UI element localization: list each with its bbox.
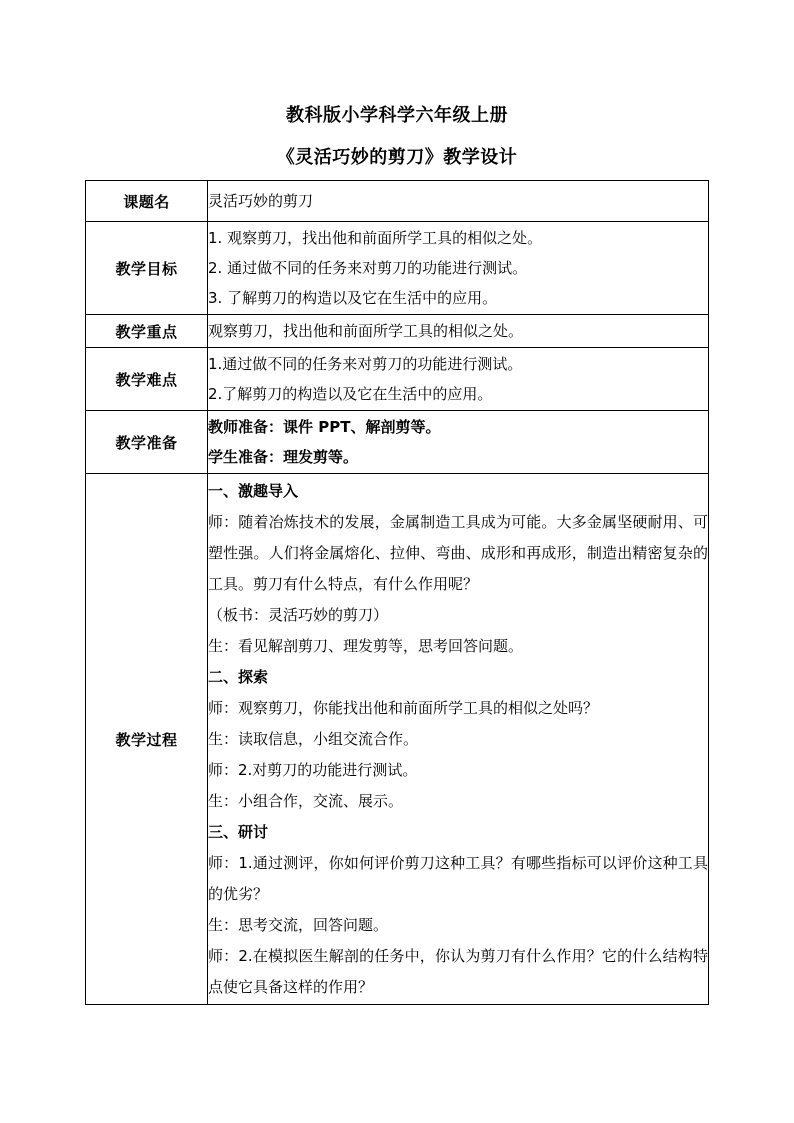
student-preparation: 学生准备：理发剪等。: [208, 448, 359, 466]
topic-label: 课题名: [86, 181, 208, 222]
difficulty-item: 2.了解剪刀的构造以及它在生活中的应用。: [208, 385, 493, 403]
document-subtitle: 《灵活巧妙的剪刀》教学设计: [276, 147, 518, 168]
table-row-focus: [86, 315, 709, 348]
table-row-goals: [86, 222, 709, 315]
preparation-label: 教学准备: [86, 411, 208, 474]
process-paragraph: 师：1.通过测评，你如何评价剪刀这种工具？有哪些指标可以评价这种工具的优劣？: [208, 854, 708, 903]
goal-item: 2. 通过做不同的任务来对剪刀的功能进行测试。: [208, 259, 528, 277]
process-paragraph: 师：观察剪刀，你能找出他和前面所学工具的相似之处吗？: [208, 699, 599, 717]
process-paragraph: 师：随着冶炼技术的发展，金属制造工具成为可能。大多金属坚硬耐用、可塑性强。人们将金属熔化、拉伸、弯曲、成形和再成形，制造出精密复杂的工具。剪刀有什么特点，有什么作用呢？: [208, 513, 708, 593]
process-paragraph: 生：思考交流，回答问题。: [208, 916, 389, 934]
focus-value: [208, 315, 709, 348]
table-row-topic: [86, 181, 709, 222]
process-value: [208, 474, 709, 1005]
focus-text: 观察剪刀，找出他和前面所学工具的相似之处。: [208, 322, 524, 340]
goal-item: 3. 了解剪刀的构造以及它在生活中的应用。: [208, 289, 498, 307]
table-row-difficulty: [86, 348, 709, 411]
focus-label: 教学重点: [86, 315, 208, 348]
process-paragraph: 生：小组合作，交流、展示。: [208, 792, 404, 810]
difficulty-label: 教学难点: [86, 348, 208, 411]
process-paragraph: 生：看见解剖剪刀、理发剪等，思考回答问题。: [208, 637, 524, 655]
section-heading: 三、研讨: [208, 823, 269, 841]
teacher-preparation: 教师准备：课件 PPT、解剖剪等。: [208, 418, 441, 436]
goals-label: 教学目标: [86, 222, 208, 315]
document-title: 教科版小学科学六年级上册: [286, 105, 508, 126]
section-heading: 二、探索: [208, 668, 269, 686]
table-row-process: [86, 474, 709, 1005]
table-row-preparation: [86, 411, 709, 474]
goal-item: 1. 观察剪刀，找出他和前面所学工具的相似之处。: [208, 229, 543, 247]
section-heading: 一、激趣导入: [208, 482, 299, 500]
preparation-value: [208, 411, 709, 474]
process-paragraph: 师：2.对剪刀的功能进行测试。: [208, 761, 418, 779]
topic-text: 灵活巧妙的剪刀: [208, 192, 314, 210]
difficulty-value: [208, 348, 709, 411]
goals-value: [208, 222, 709, 315]
topic-value: [208, 181, 709, 222]
process-paragraph: 生：读取信息，小组交流合作。: [208, 730, 419, 748]
process-paragraph: （板书：灵活巧妙的剪刀）: [208, 606, 389, 624]
process-label: 教学过程: [86, 474, 208, 1005]
process-paragraph: 师：2.在模拟医生解剖的任务中，你认为剪刀有什么作用？它的什么结构特点使它具备这样的作用？: [208, 947, 708, 996]
difficulty-item: 1.通过做不同的任务来对剪刀的功能进行测试。: [208, 355, 523, 373]
lesson-plan-table: [85, 180, 709, 1005]
